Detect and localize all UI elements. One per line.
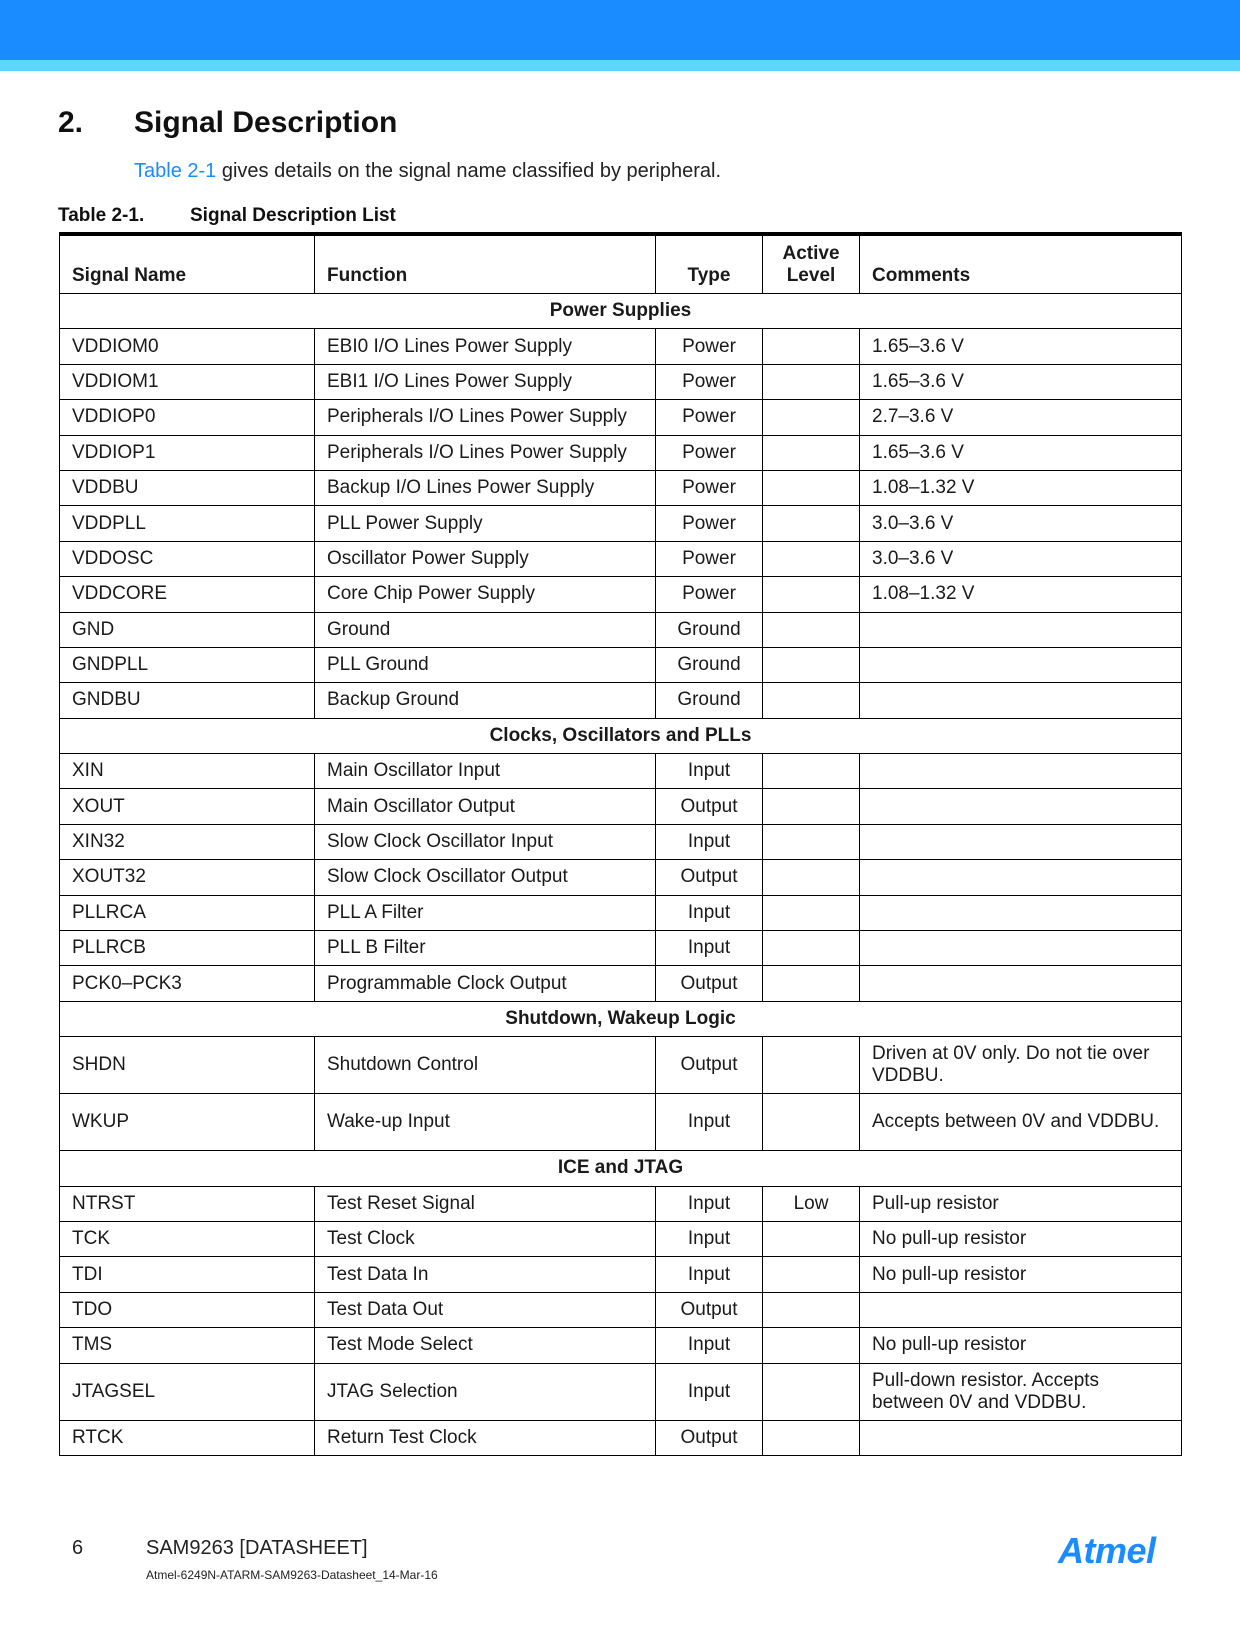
cell-comments bbox=[860, 612, 1182, 647]
signal-table bbox=[59, 232, 1182, 1456]
cell-comments: No pull-up resistor bbox=[860, 1221, 1182, 1256]
cell-signal-name: XOUT32 bbox=[60, 860, 315, 895]
cell-function: Main Oscillator Input bbox=[315, 754, 656, 789]
cell-function: EBI1 I/O Lines Power Supply bbox=[315, 364, 656, 399]
page-number: 6 bbox=[72, 1537, 84, 1559]
cell-function: Slow Clock Oscillator Input bbox=[315, 824, 656, 859]
cell-function: Test Mode Select bbox=[315, 1328, 656, 1363]
col-header-comments: Comments bbox=[860, 234, 1182, 294]
cell-active-level bbox=[763, 1037, 860, 1094]
cell-signal-name: VDDBU bbox=[60, 470, 315, 505]
cell-signal-name: XIN bbox=[60, 754, 315, 789]
cell-active-level bbox=[763, 400, 860, 435]
cell-type: Output bbox=[656, 1420, 763, 1455]
cell-comments: Pull-down resistor. Accepts between 0V and VDDBU. bbox=[860, 1363, 1182, 1420]
cell-signal-name: TDI bbox=[60, 1257, 315, 1292]
cell-function: JTAG Selection bbox=[315, 1363, 656, 1420]
table-row bbox=[60, 1420, 1182, 1455]
table-row bbox=[60, 789, 1182, 824]
table-row bbox=[60, 1328, 1182, 1363]
cell-type: Power bbox=[656, 364, 763, 399]
cell-signal-name: VDDPLL bbox=[60, 506, 315, 541]
cell-type: Input bbox=[656, 1328, 763, 1363]
cell-signal-name: PLLRCB bbox=[60, 931, 315, 966]
cell-comments: 3.0–3.6 V bbox=[860, 541, 1182, 576]
table-row bbox=[60, 364, 1182, 399]
cell-type: Input bbox=[656, 895, 763, 930]
cell-function: PLL A Filter bbox=[315, 895, 656, 930]
cell-active-level bbox=[763, 931, 860, 966]
cell-comments bbox=[860, 754, 1182, 789]
cell-comments bbox=[860, 895, 1182, 930]
cell-signal-name: XIN32 bbox=[60, 824, 315, 859]
table-section-row bbox=[60, 1151, 1182, 1186]
cell-type: Input bbox=[656, 1094, 763, 1151]
cell-active-level bbox=[763, 860, 860, 895]
cell-active-level bbox=[763, 1328, 860, 1363]
col-header-type: Type bbox=[656, 234, 763, 294]
cell-function: Shutdown Control bbox=[315, 1037, 656, 1094]
table-row bbox=[60, 647, 1182, 682]
cell-type: Input bbox=[656, 1186, 763, 1221]
cell-comments bbox=[860, 683, 1182, 718]
cell-signal-name: JTAGSEL bbox=[60, 1363, 315, 1420]
table-row bbox=[60, 1363, 1182, 1420]
table-row bbox=[60, 435, 1182, 470]
cell-function: Test Data In bbox=[315, 1257, 656, 1292]
table-section-row bbox=[60, 718, 1182, 753]
cell-type: Output bbox=[656, 860, 763, 895]
cell-type: Output bbox=[656, 1292, 763, 1327]
cell-function: Programmable Clock Output bbox=[315, 966, 656, 1001]
atmel-logo: Atmel bbox=[1058, 1530, 1156, 1571]
cell-active-level bbox=[763, 1221, 860, 1256]
table-caption bbox=[58, 205, 396, 227]
cell-active-level bbox=[763, 329, 860, 364]
table-row bbox=[60, 824, 1182, 859]
cell-function: Ground bbox=[315, 612, 656, 647]
intro-text: gives details on the signal name classified by peripheral. bbox=[216, 160, 722, 182]
cell-comments: Driven at 0V only. Do not tie over VDDBU. bbox=[860, 1037, 1182, 1094]
cell-function: Core Chip Power Supply bbox=[315, 577, 656, 612]
cell-active-level bbox=[763, 506, 860, 541]
cell-signal-name: PCK0–PCK3 bbox=[60, 966, 315, 1001]
cell-comments: No pull-up resistor bbox=[860, 1257, 1182, 1292]
cell-active-level bbox=[763, 1420, 860, 1455]
table-section-row bbox=[60, 1001, 1182, 1036]
cell-signal-name: GND bbox=[60, 612, 315, 647]
cell-function: Return Test Clock bbox=[315, 1420, 656, 1455]
cell-active-level bbox=[763, 470, 860, 505]
cell-signal-name: PLLRCA bbox=[60, 895, 315, 930]
cell-type: Power bbox=[656, 470, 763, 505]
cell-active-level bbox=[763, 364, 860, 399]
header-banner bbox=[0, 0, 1240, 60]
cell-type: Ground bbox=[656, 612, 763, 647]
cell-type: Input bbox=[656, 1363, 763, 1420]
table-header-row bbox=[60, 234, 1182, 294]
section-label: Clocks, Oscillators and PLLs bbox=[60, 718, 1182, 753]
cell-active-level bbox=[763, 683, 860, 718]
cell-comments bbox=[860, 860, 1182, 895]
cell-type: Power bbox=[656, 541, 763, 576]
cell-function: PLL B Filter bbox=[315, 931, 656, 966]
cell-comments bbox=[860, 824, 1182, 859]
cell-function: Test Clock bbox=[315, 1221, 656, 1256]
cell-comments bbox=[860, 789, 1182, 824]
col-header-function: Function bbox=[315, 234, 656, 294]
cell-signal-name: VDDCORE bbox=[60, 577, 315, 612]
cell-type: Ground bbox=[656, 647, 763, 682]
cell-signal-name: VDDIOM1 bbox=[60, 364, 315, 399]
footer-doc-title: SAM9263 [DATASHEET] bbox=[146, 1537, 368, 1559]
cell-active-level bbox=[763, 1094, 860, 1151]
table-row bbox=[60, 577, 1182, 612]
cell-function: Backup Ground bbox=[315, 683, 656, 718]
cell-function: Peripherals I/O Lines Power Supply bbox=[315, 400, 656, 435]
table-reference-link[interactable]: Table 2-1 bbox=[134, 160, 217, 182]
cell-comments bbox=[860, 647, 1182, 682]
table-row bbox=[60, 541, 1182, 576]
cell-type: Power bbox=[656, 577, 763, 612]
table-row bbox=[60, 470, 1182, 505]
cell-type: Power bbox=[656, 435, 763, 470]
cell-active-level bbox=[763, 577, 860, 612]
cell-comments: 1.65–3.6 V bbox=[860, 435, 1182, 470]
cell-comments: 1.65–3.6 V bbox=[860, 364, 1182, 399]
cell-signal-name: RTCK bbox=[60, 1420, 315, 1455]
cell-active-level bbox=[763, 647, 860, 682]
cell-type: Input bbox=[656, 1221, 763, 1256]
cell-comments: Pull-up resistor bbox=[860, 1186, 1182, 1221]
cell-comments bbox=[860, 931, 1182, 966]
cell-signal-name: VDDOSC bbox=[60, 541, 315, 576]
cell-active-level bbox=[763, 895, 860, 930]
cell-function: Main Oscillator Output bbox=[315, 789, 656, 824]
table-row bbox=[60, 683, 1182, 718]
cell-type: Input bbox=[656, 931, 763, 966]
cell-comments: 1.08–1.32 V bbox=[860, 577, 1182, 612]
cell-active-level bbox=[763, 754, 860, 789]
table-row bbox=[60, 506, 1182, 541]
cell-active-level bbox=[763, 1292, 860, 1327]
cell-signal-name: XOUT bbox=[60, 789, 315, 824]
cell-function: Oscillator Power Supply bbox=[315, 541, 656, 576]
table-row bbox=[60, 1094, 1182, 1151]
table-row bbox=[60, 1221, 1182, 1256]
cell-function: Backup I/O Lines Power Supply bbox=[315, 470, 656, 505]
cell-signal-name: TDO bbox=[60, 1292, 315, 1327]
cell-type: Input bbox=[656, 824, 763, 859]
cell-signal-name: NTRST bbox=[60, 1186, 315, 1221]
cell-type: Output bbox=[656, 789, 763, 824]
cell-comments: 1.65–3.6 V bbox=[860, 329, 1182, 364]
cell-type: Power bbox=[656, 329, 763, 364]
cell-active-level bbox=[763, 612, 860, 647]
table-row bbox=[60, 1292, 1182, 1327]
cell-comments: 1.08–1.32 V bbox=[860, 470, 1182, 505]
cell-type: Output bbox=[656, 1037, 763, 1094]
cell-signal-name: TCK bbox=[60, 1221, 315, 1256]
table-caption-number: Table 2-1. bbox=[58, 205, 145, 226]
cell-active-level bbox=[763, 1363, 860, 1420]
cell-active-level bbox=[763, 1257, 860, 1292]
cell-function: Test Reset Signal bbox=[315, 1186, 656, 1221]
cell-active-level bbox=[763, 541, 860, 576]
cell-type: Power bbox=[656, 400, 763, 435]
cell-signal-name: GNDPLL bbox=[60, 647, 315, 682]
table-row bbox=[60, 931, 1182, 966]
cell-active-level bbox=[763, 824, 860, 859]
cell-signal-name: VDDIOP1 bbox=[60, 435, 315, 470]
cell-active-level bbox=[763, 966, 860, 1001]
cell-comments: Accepts between 0V and VDDBU. bbox=[860, 1094, 1182, 1151]
table-row bbox=[60, 1186, 1182, 1221]
cell-active-level bbox=[763, 789, 860, 824]
cell-function: Peripherals I/O Lines Power Supply bbox=[315, 435, 656, 470]
cell-comments bbox=[860, 1420, 1182, 1455]
header-stripe bbox=[0, 60, 1240, 71]
cell-type: Power bbox=[656, 506, 763, 541]
cell-comments: 3.0–3.6 V bbox=[860, 506, 1182, 541]
cell-active-level: Low bbox=[763, 1186, 860, 1221]
cell-type: Output bbox=[656, 966, 763, 1001]
cell-type: Input bbox=[656, 1257, 763, 1292]
table-caption-title: Signal Description List bbox=[190, 205, 396, 226]
cell-function: Wake-up Input bbox=[315, 1094, 656, 1151]
cell-signal-name: VDDIOM0 bbox=[60, 329, 315, 364]
table-row bbox=[60, 329, 1182, 364]
section-label: Power Supplies bbox=[60, 294, 1182, 329]
cell-comments bbox=[860, 1292, 1182, 1327]
cell-comments: 2.7–3.6 V bbox=[860, 400, 1182, 435]
table-row bbox=[60, 966, 1182, 1001]
col-header-signal-name: Signal Name bbox=[60, 234, 315, 294]
cell-function: EBI0 I/O Lines Power Supply bbox=[315, 329, 656, 364]
cell-signal-name: GNDBU bbox=[60, 683, 315, 718]
cell-function: PLL Ground bbox=[315, 647, 656, 682]
section-label: Shutdown, Wakeup Logic bbox=[60, 1001, 1182, 1036]
table-row bbox=[60, 860, 1182, 895]
cell-function: PLL Power Supply bbox=[315, 506, 656, 541]
cell-signal-name: SHDN bbox=[60, 1037, 315, 1094]
cell-signal-name: VDDIOP0 bbox=[60, 400, 315, 435]
cell-comments bbox=[860, 966, 1182, 1001]
cell-type: Input bbox=[656, 754, 763, 789]
section-title: Signal Description bbox=[134, 106, 398, 139]
table-section-row bbox=[60, 294, 1182, 329]
cell-type: Ground bbox=[656, 683, 763, 718]
col-header-active-level: Active Level bbox=[763, 234, 860, 294]
cell-active-level bbox=[763, 435, 860, 470]
table-row bbox=[60, 612, 1182, 647]
cell-function: Slow Clock Oscillator Output bbox=[315, 860, 656, 895]
cell-function: Test Data Out bbox=[315, 1292, 656, 1327]
table-row bbox=[60, 1257, 1182, 1292]
section-number: 2. bbox=[58, 106, 84, 139]
section-heading bbox=[58, 106, 397, 140]
section-label: ICE and JTAG bbox=[60, 1151, 1182, 1186]
cell-comments: No pull-up resistor bbox=[860, 1328, 1182, 1363]
intro-paragraph bbox=[134, 160, 721, 183]
footer-doc-id: Atmel-6249N-ATARM-SAM9263-Datasheet_14-Mar-16 bbox=[146, 1568, 438, 1582]
table-row bbox=[60, 1037, 1182, 1094]
table-row bbox=[60, 754, 1182, 789]
table-row bbox=[60, 400, 1182, 435]
cell-signal-name: WKUP bbox=[60, 1094, 315, 1151]
table-row bbox=[60, 895, 1182, 930]
cell-signal-name: TMS bbox=[60, 1328, 315, 1363]
